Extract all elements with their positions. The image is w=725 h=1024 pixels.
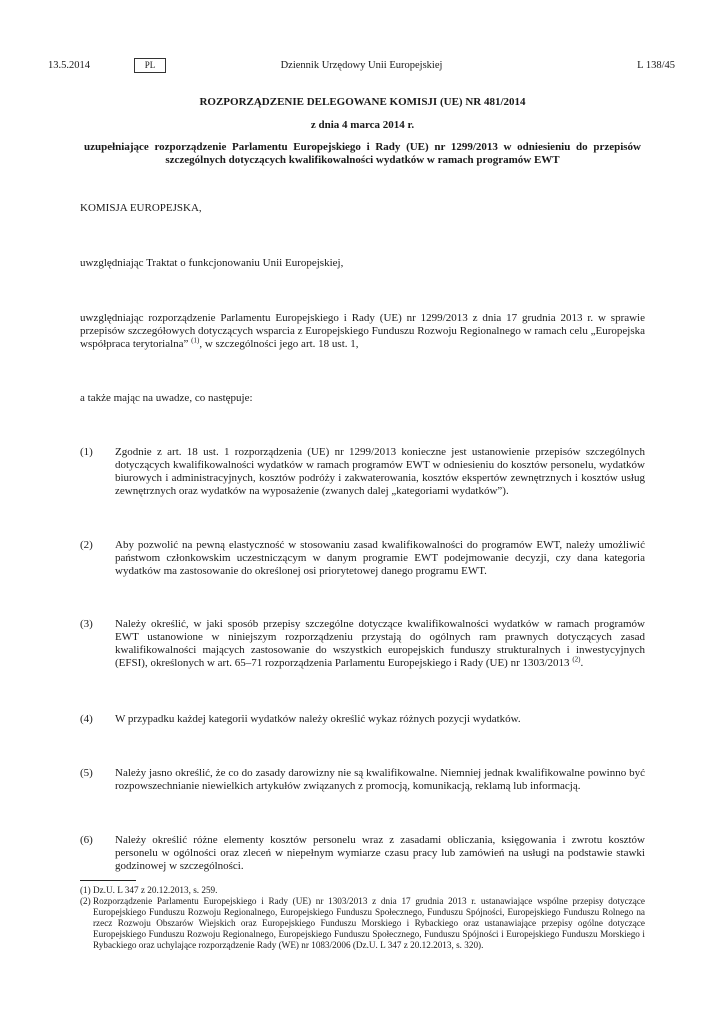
commission-line: KOMISJA EUROPEJSKA, (80, 202, 202, 214)
footnote-ref: (1) (191, 336, 200, 345)
recital-regulation-text: uwzględniając rozporządzenie Parlamentu Europejskiego i Rady (UE) nr 1299/2013 z dnia 17 grudnia 2013 r. w sprawie przepisów szczegółowych dotyczących wsparcia z Europejskiego Funduszu Rozwoju Regionalnego w ramach celu „Europejska współpraca terytorialna” (80, 312, 645, 350)
recital-number: (2) (80, 539, 93, 551)
recital-number: (5) (80, 767, 93, 779)
page-reference: L 138/45 (637, 60, 675, 71)
footnote-text: Dz.U. L 347 z 20.12.2013, s. 259. (93, 885, 218, 895)
recital-treaty: uwzględniając Traktat o funkcjonowaniu Unii Europejskiej, (80, 257, 344, 269)
recital-text: Zgodnie z art. 18 ust. 1 rozporządzenia (UE) nr 1299/2013 konieczne jest ustanowienie przepisów szczególnych dotyczących kwalifikowalności wydatków w ramach programów EWT w odniesieniu do kosztów personelu, wydatków biurowych i administracyjnych, kosztów podróży i zakwaterowania, kosztów ekspertów zewnętrznych i kosztów usług zewnętrznych oraz wydatków na wyposażenie (zwanych dalej „kategoriami wydatków”). (115, 446, 645, 497)
footnotes (80, 885, 645, 951)
footnote-number: (1) (80, 885, 91, 895)
recital-number: (4) (80, 713, 93, 725)
recital-text-main: Należy określić, w jaki sposób przepisy szczególne dotyczące kwalifikowalności wydatków w ramach programów EWT ustanowione w niniejszym rozporządzeniu przystają do ogólnych ram prawnych dotyczących zasad kwalifikowalności mających zastosowanie do wszystkich europejskich funduszy strukturalnych i inwestycyjnych (EFSI), określonych w art. 65–71 rozporządzenia Parlamentu Europejskiego i Rady (UE) nr 1303/2013 (115, 618, 645, 669)
page-header (48, 58, 675, 76)
footnote-divider (80, 880, 136, 881)
regulation-number: ROZPORZĄDZENIE DELEGOWANE KOMISJI (UE) NR 481/2014 (199, 96, 526, 108)
recital-number: (3) (80, 618, 93, 630)
footnote-text: Rozporządzenie Parlamentu Europejskiego i Rady (UE) nr 1303/2013 z dnia 17 grudnia 2013 r. ustanawiające wspólne przepisy dotyczące Europejskiego Funduszu Rozwoju Regionalnego, Europejskiego Funduszu Społecznego, Funduszu Spójności, Europejskiego Funduszu Rolnego na rzecz Rozwoju Obszarów Wiejskich oraz Europejskiego Funduszu Morskiego i Rybackiego oraz ustanawiające przepisy ogólne dotyczące Europejskiego Funduszu Rozwoju Regionalnego, Europejskiego Funduszu Społecznego, Funduszu Spójności i Europejskiego Funduszu Morskiego i Rybackiego oraz uchylające rozporządzenie Rady (WE) nr 1083/2006 (Dz.U. L 347 z 20.12.2013, s. 320). (93, 896, 645, 950)
footnote-number: (2) (80, 896, 91, 906)
regulation-title (80, 96, 645, 167)
recital-regulation-end: , w szczególności jego art. 18 ust. 1, (199, 338, 359, 350)
recital-text: W przypadku każdej kategorii wydatków należy określić wykaz różnych pozycji wydatków. (115, 713, 521, 725)
whereas-line: a także mając na uwadze, co następuje: (80, 392, 253, 404)
recital-text-tail: . (580, 657, 584, 669)
recital-text: Należy określić różne elementy kosztów personelu wraz z zasadami obliczania, księgowania i zwrotu kosztów personelu w ogólności oraz zleceń w niepełnym wymiarze czasu pracy lub zamówień na usługi na podstawie stawki godzinowej w szczególności. (115, 834, 645, 872)
footnote (80, 885, 645, 896)
footnote (80, 896, 645, 951)
recital-text: Należy jasno określić, że co do zasady darowizny nie są kwalifikowalne. Niemniej jednak kwalifikowalne powinno być rozpowszechnianie niewielkich artykułów związanych z promocją, komunikacją, reklamą lub informacją. (115, 767, 645, 792)
regulation-subject: uzupełniające rozporządzenie Parlamentu Europejskiego i Rady (UE) nr 1299/2013 w odniesieniu do przepisów szczególnych dotyczących kwalifikowalności wydatków w ramach programów EWT (84, 141, 641, 166)
publication-date: 13.5.2014 (48, 60, 90, 71)
recital-regulation (80, 312, 645, 351)
recital-text: Aby pozwolić na pewną elastyczność w stosowaniu zasad kwalifikowalności do programów EWT, należy umożliwić państwom członkowskim uczestniczącym w danym programie EWT podejmowanie decyzji, czy dana kategoria wydatków ma zastosowanie do określonej osi priorytetowej danego programu EWT. (115, 539, 645, 577)
recital-text (115, 618, 645, 670)
recital-number: (6) (80, 834, 93, 846)
language-badge: PL (134, 58, 166, 73)
recital-number: (1) (80, 446, 93, 458)
footnote-ref: (2) (572, 655, 581, 664)
regulation-date: z dnia 4 marca 2014 r. (310, 119, 415, 131)
journal-name: Dziennik Urzędowy Unii Europejskiej (280, 60, 443, 71)
